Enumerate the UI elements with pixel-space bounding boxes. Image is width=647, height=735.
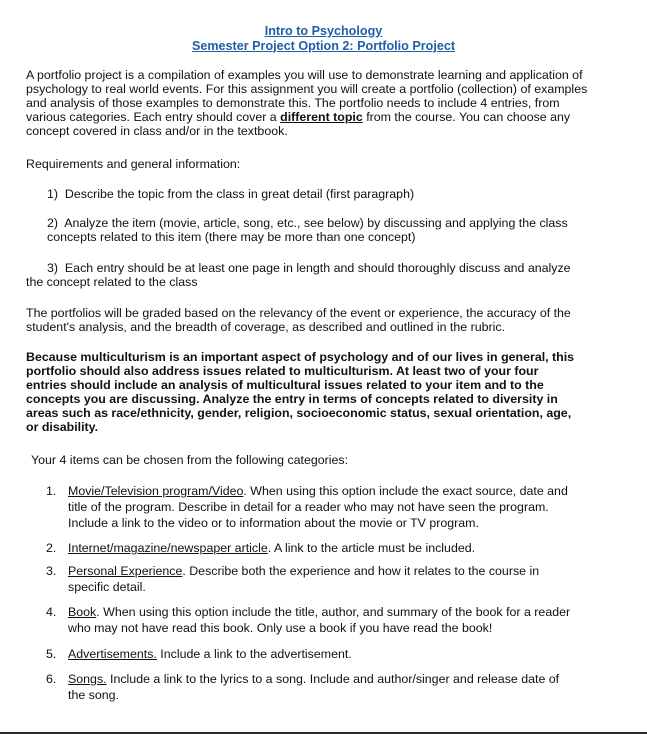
list-number: 1. xyxy=(46,484,57,498)
categories-intro: Your 4 items can be chosen from the following categories: xyxy=(31,453,349,467)
list-item xyxy=(46,483,576,531)
category-text: . When using this option include the exact source, date and title of the program. Describe in detail for a reader who may not have seen the program. Include a link to the video or to information about the movie or TV program. xyxy=(68,484,568,530)
category-text: Include a link to the advertisement. xyxy=(156,647,352,661)
list-number: 4. xyxy=(46,605,57,619)
category-text: Include a link to the lyrics to a song. Include and author/singer and release date of the song. xyxy=(68,672,560,702)
list-number: 3. xyxy=(46,564,57,578)
list-number: 2. xyxy=(46,541,57,555)
page-bottom-divider xyxy=(0,732,647,734)
requirement-text: Describe the topic from the class in great detail (first paragraph) xyxy=(64,187,415,201)
requirement-item xyxy=(47,187,587,201)
requirement-number: 1) xyxy=(47,187,59,201)
requirement-item xyxy=(47,216,587,244)
category-label: Personal Experience xyxy=(68,564,183,578)
list-number: 6. xyxy=(46,672,57,686)
category-text: . A link to the article must be included. xyxy=(267,541,476,555)
requirement-text: Each entry should be at least one page in length and should thoroughly discuss and analyze the concept related to the class xyxy=(26,261,571,289)
intro-paragraph xyxy=(26,68,596,138)
category-list xyxy=(46,646,576,662)
course-title: Intro to Psychology xyxy=(264,24,383,38)
project-title: Semester Project Option 2: Portfolio Project xyxy=(191,38,456,53)
requirement-item xyxy=(26,261,586,289)
list-number: 5. xyxy=(46,647,57,661)
list-item xyxy=(46,540,576,556)
category-list xyxy=(46,483,576,531)
intro-emphasis: different topic xyxy=(280,110,363,124)
list-item xyxy=(46,671,576,703)
category-list xyxy=(46,671,576,703)
list-item xyxy=(46,604,576,636)
category-list xyxy=(46,604,576,636)
intro-text: A portfolio project is a compilation of examples you will use to demonstrate learning and application of psychology to real world events. For this assignment you will create a portfolio (collection) of examples and analysis of those examples to demonstrate this. The portfolio needs to include 4 entries, from various categories. Each entry should cover a xyxy=(26,68,588,124)
requirement-number: 3) xyxy=(47,261,59,275)
category-label: Movie/Television program/Video xyxy=(68,484,244,498)
multicultural-paragraph: Because multiculturism is an important aspect of psychology and of our lives in general, this portfolio should also address issues related to multiculturism. At least two of your four entries should include an analysis of multicultural issues related to your item and to the concepts you are discussing. Analyze the entry in terms of concepts related to diversity in areas such as race/ethnicity, gender, religion, socioeconomic status, sexual orientation, age, or disability. xyxy=(26,350,575,434)
category-list xyxy=(46,540,576,556)
category-text: . Describe both the experience and how it relates to the course in specific detail. xyxy=(68,564,540,594)
category-list xyxy=(46,563,576,595)
requirement-text: Analyze the item (movie, article, song, etc., see below) by discussing and applying the class concepts related to this item (there may be more than one concept) xyxy=(47,216,568,244)
category-label: Advertisements. xyxy=(68,647,157,661)
requirements-heading: Requirements and general information: xyxy=(26,157,241,171)
category-label: Songs. xyxy=(68,672,107,686)
category-label: Book xyxy=(68,605,97,619)
category-label: Internet/magazine/newspaper article xyxy=(68,541,268,555)
requirement-number: 2) xyxy=(47,216,59,230)
category-text: . When using this option include the title, author, and summary of the book for a reader who may not have read this book. Only use a book if you have read the book! xyxy=(68,605,571,635)
list-item xyxy=(46,646,576,662)
intro-text-end: from the course. You can choose any concept covered in class and/or in the textbook. xyxy=(26,110,571,138)
list-item xyxy=(46,563,576,595)
grading-paragraph: The portfolios will be graded based on the relevancy of the event or experience, the accuracy of the student's analysis, and the breadth of coverage, as described and outlined in the rubric. xyxy=(26,306,571,334)
